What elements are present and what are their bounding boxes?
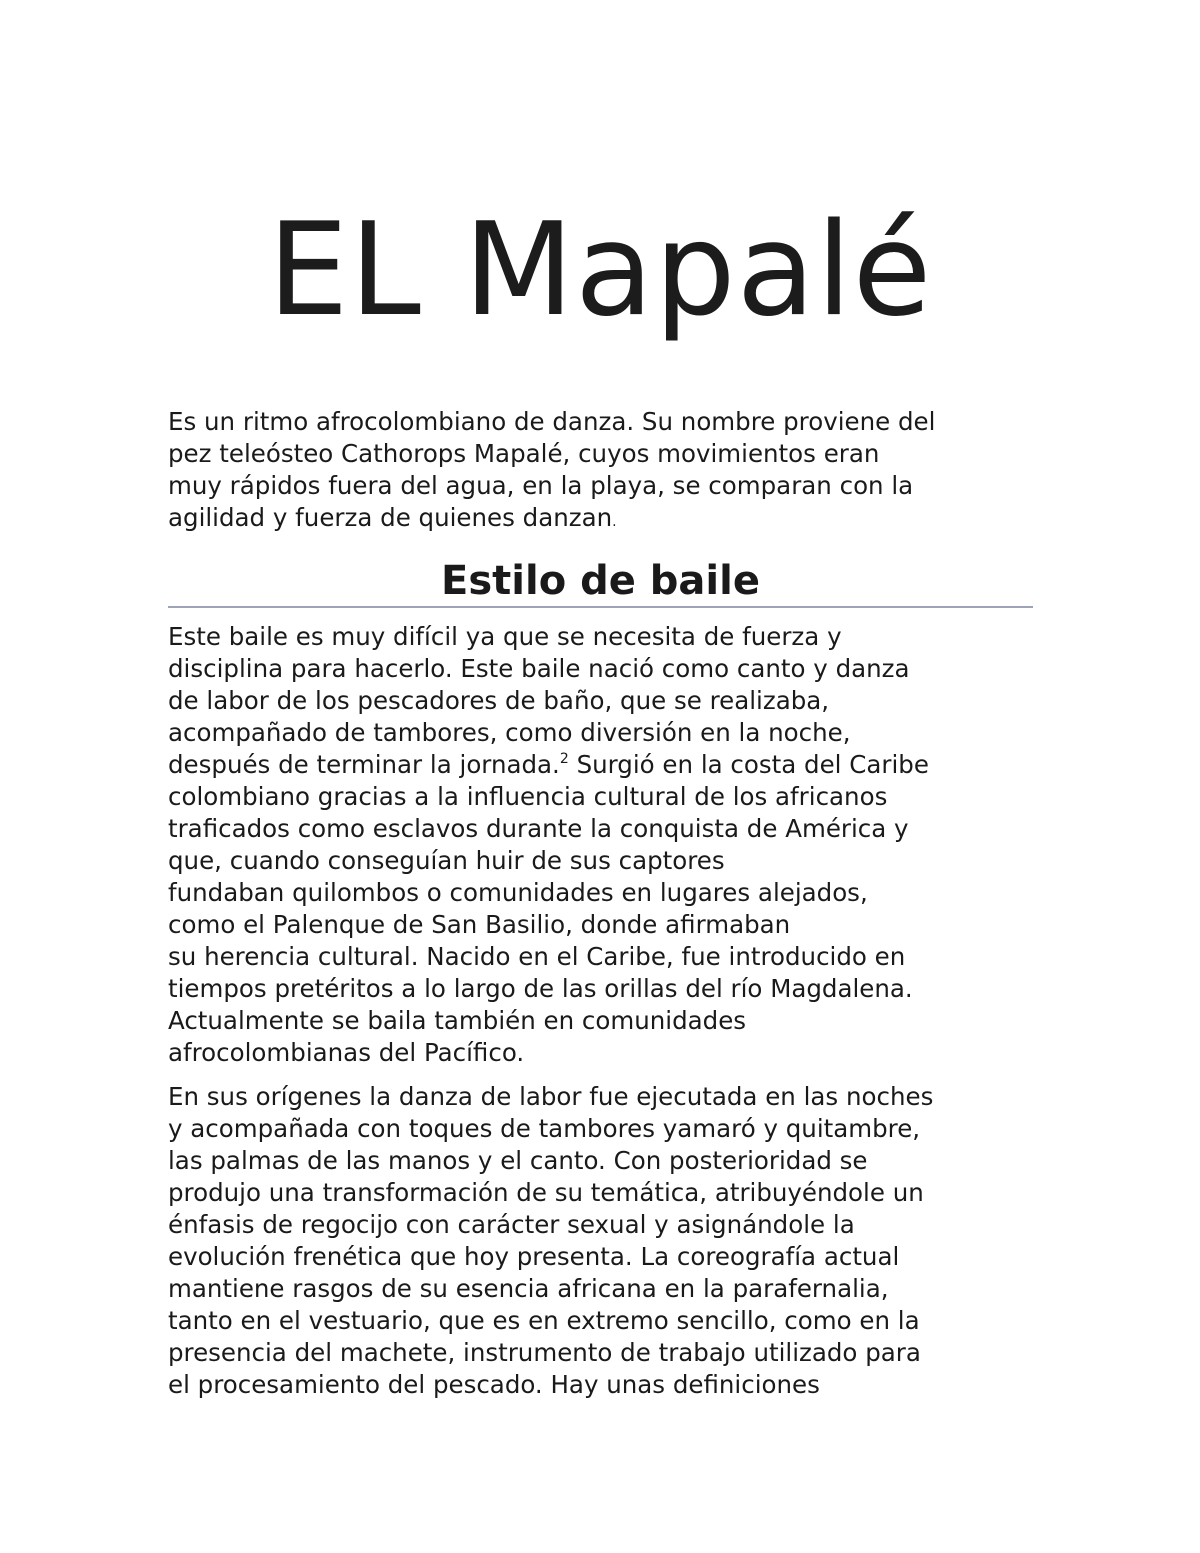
paragraph-line: tanto en el vestuario, que es en extremo sencillo, como en la (168, 1306, 920, 1335)
section-paragraph-1 (168, 621, 1038, 1069)
paragraph-line: su herencia cultural. Nacido en el Caribe, fue introducido en (168, 942, 906, 971)
paragraph-line: presencia del machete, instrumento de trabajo utilizado para (168, 1338, 921, 1367)
heading-underline-divider (168, 606, 1033, 608)
paragraph-line: disciplina para hacerlo. Este baile nació como canto y danza (168, 654, 910, 683)
paragraph-line: En sus orígenes la danza de labor fue ejecutada en las noches (168, 1082, 934, 1111)
line-text-before-footnote: después de terminar la jornada. (168, 750, 560, 779)
paragraph-line: Este baile es muy difícil ya que se necesita de fuerza y (168, 622, 842, 651)
intro-paragraph (168, 406, 1038, 534)
paragraph-line: énfasis de regocijo con carácter sexual y asignándole la (168, 1210, 855, 1239)
paragraph-line: que, cuando conseguían huir de sus captores (168, 846, 725, 875)
intro-line-text: agilidad y fuerza de quienes danzan (168, 503, 613, 532)
paragraph-line: evolución frenética que hoy presenta. La coreografía actual (168, 1242, 900, 1271)
paragraph-line: mantiene rasgos de su esencia africana en la parafernalia, (168, 1274, 889, 1303)
paragraph-line: colombiano gracias a la influencia cultural de los africanos (168, 782, 888, 811)
section-paragraph-2 (168, 1081, 1038, 1401)
document-title: EL Mapalé (267, 196, 933, 345)
intro-line: pez teleósteo Cathorops Mapalé, cuyos movimientos eran (168, 439, 880, 468)
paragraph-line: y acompañada con toques de tambores yamaró y quitambre, (168, 1114, 921, 1143)
paragraph-line: produjo una transformación de su temática, atribuyéndole un (168, 1178, 924, 1207)
intro-line: muy rápidos fuera del agua, en la playa, se comparan con la (168, 471, 914, 500)
paragraph-line-with-footnote (168, 749, 1038, 781)
line-text-after-footnote: Surgió en la costa del Caribe (568, 750, 929, 779)
intro-end-period: . (612, 514, 617, 530)
paragraph-line: Actualmente se baila también en comunidades (168, 1006, 747, 1035)
paragraph-line: afrocolombianas del Pacífico. (168, 1038, 525, 1067)
paragraph-line: traficados como esclavos durante la conquista de América y (168, 814, 909, 843)
paragraph-line: como el Palenque de San Basilio, donde afirmaban (168, 910, 791, 939)
intro-line-last (168, 502, 1038, 534)
intro-line: Es un ritmo afrocolombiano de danza. Su nombre proviene del (168, 407, 936, 436)
paragraph-line: fundaban quilombos o comunidades en lugares alejados, (168, 878, 868, 907)
paragraph-line: el procesamiento del pescado. Hay unas definiciones (168, 1370, 820, 1399)
paragraph-line: acompañado de tambores, como diversión en la noche, (168, 718, 851, 747)
paragraph-line: tiempos pretéritos a lo largo de las orillas del río Magdalena. (168, 974, 913, 1003)
footnote-reference[interactable]: 2 (559, 751, 569, 767)
paragraph-line: de labor de los pescadores de baño, que se realizaba, (168, 686, 830, 715)
section-heading: Estilo de baile (441, 558, 760, 604)
paragraph-line: las palmas de las manos y el canto. Con posterioridad se (168, 1146, 868, 1175)
